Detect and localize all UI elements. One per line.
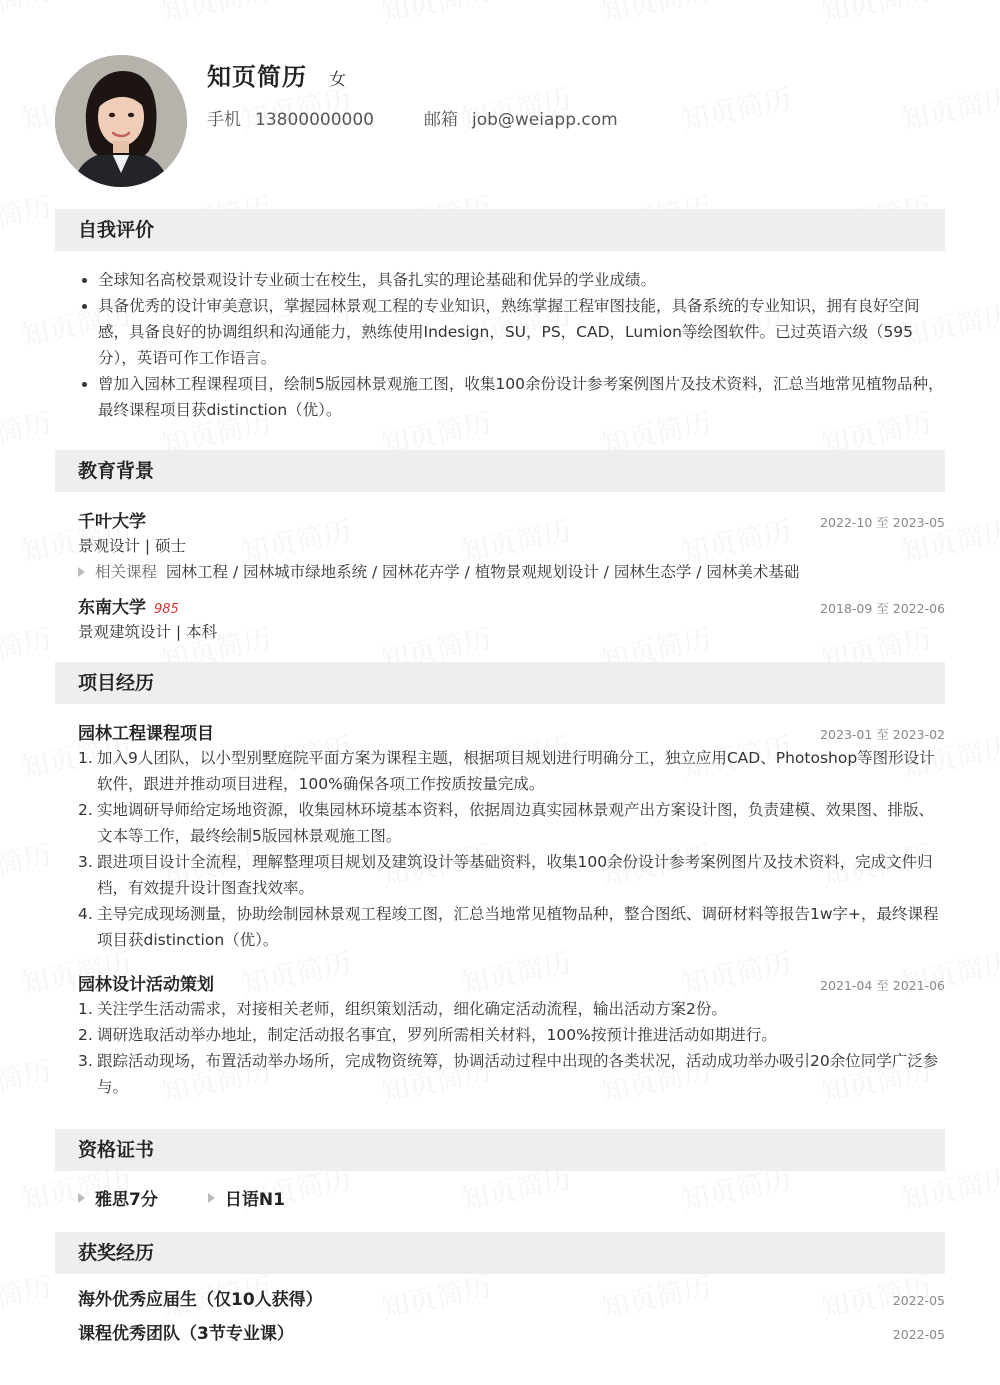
- list-item: 1. 加入9人团队，以小型别墅庭院平面方案为课程主题，根据项目规划进行明确分工，独立应用CAD、Photoshop等图形设计软件，跟进并推动项目进程，100%确保各项工作按质按量完成。: [78, 749, 935, 793]
- list-item: 全球知名高校景观设计专业硕士在校生，具备扎实的理论基础和优异的学业成绩。: [78, 267, 945, 293]
- phone-contact: [207, 105, 374, 130]
- section-title-awards: 获奖经历: [55, 1232, 945, 1274]
- award-item: [78, 1319, 945, 1353]
- school-name-line: [78, 593, 179, 618]
- education-entry-2: [78, 593, 945, 645]
- award-name: 海外优秀应届生（仅10人获得）: [78, 1290, 323, 1310]
- avatar: [55, 55, 187, 187]
- self-evaluation: [78, 267, 945, 423]
- list-item: 3. 跟进项目设计全流程，理解整理项目规划及建筑设计等基础资料，收集100余份设计参考案例图片及技术资料，完成文件归档，有效提升设计图查找效率。: [78, 853, 933, 897]
- list-item: 1. 关注学生活动需求，对接相关老师，组织策划活动，细化确定活动流程，输出活动方案2份。: [78, 1000, 727, 1018]
- courses-label: 相关课程: [95, 563, 158, 581]
- education-major: 景观建筑设计 | 本科: [78, 623, 218, 641]
- project-date: 2023-01 至 2023-02: [820, 727, 945, 742]
- list-item: 曾加入园林工程课程项目，绘制5版园林景观施工图，收集100余份设计参考案例图片及技术资料，汇总当地常见植物品种，最终课程项目获distinction（优）。: [78, 371, 945, 423]
- award-name: 课程优秀团队（3节专业课）: [78, 1324, 294, 1344]
- related-courses: [78, 559, 945, 585]
- list-item: 4. 主导完成现场测量，协助绘制园林景观工程竣工图，汇总当地常见植物品种，整合图纸、调研材料等报告1w字+，最终课程项目获distinction（优）。: [78, 905, 939, 949]
- section-title-self: 自我评价: [55, 209, 945, 251]
- award-date: 2022-05: [892, 1327, 945, 1342]
- award-date: 2022-05: [892, 1293, 945, 1308]
- education-date: 2018-09 至 2022-06: [820, 601, 945, 616]
- project-name: 园林设计活动策划: [78, 975, 214, 995]
- project-entry-1: [78, 719, 945, 953]
- section-title-education: 教育背景: [55, 450, 945, 492]
- triangle-bullet-icon: [78, 1193, 85, 1203]
- school-badge: 985: [154, 602, 179, 617]
- courses-list: 园林工程 / 园林城市绿地系统 / 园林花卉学 / 植物景观规划设计 / 园林生态学 / 园林美术基础: [166, 563, 800, 581]
- project-name: 园林工程课程项目: [78, 724, 214, 744]
- phone-value: 13800000000: [255, 110, 374, 130]
- list-item: 2. 实地调研导师给定场地资源，收集园林环境基本资料，依据周边真实园林景观产出方案设计图，负责建模、效果图、排版、文本等工作，最终绘制5版园林景观施工图。: [78, 801, 935, 845]
- section-title-projects: 项目经历: [55, 662, 945, 704]
- candidate-gender: 女: [329, 70, 346, 90]
- email-label: 邮箱: [423, 110, 458, 130]
- project-date: 2021-04 至 2021-06: [820, 978, 945, 993]
- name-line: [207, 57, 346, 92]
- list-item: 具备优秀的设计审美意识，掌握园林景观工程的专业知识，熟练掌握工程审图技能，具备系统的专业知识，拥有良好空间感，具备良好的协调组织和沟通能力，熟练使用Indesign，SU，PS，CAD，Lumion等绘图软件。已过英语六级（595分），英语可作工作语言。: [78, 293, 945, 371]
- list-item: 2. 调研选取活动举办地址，制定活动报名事宜，罗列所需相关材料，100%按预计推进活动如期进行。: [78, 1026, 777, 1044]
- list-item: 3. 跟踪活动现场，布置活动举办场所，完成物资统筹，协调活动过程中出现的各类状况，活动成功举办吸引20余位同学广泛参与。: [78, 1052, 939, 1096]
- certificate-item: 雅思7分: [78, 1185, 158, 1210]
- education-entry-1: [78, 507, 945, 585]
- resume-header: [55, 55, 945, 187]
- phone-label: 手机: [207, 110, 241, 130]
- email-value: job@weiapp.com: [471, 110, 618, 130]
- award-item: [78, 1285, 945, 1319]
- awards: [78, 1285, 945, 1353]
- certificates: [78, 1185, 945, 1210]
- triangle-bullet-icon: [78, 567, 85, 577]
- avatar-portrait: [55, 55, 187, 187]
- school-name: 东南大学: [78, 598, 146, 618]
- triangle-bullet-icon: [208, 1193, 215, 1203]
- section-title-certs: 资格证书: [55, 1129, 945, 1171]
- education-date: 2022-10 至 2023-05: [820, 515, 945, 530]
- education-major: 景观设计 | 硕士: [78, 537, 187, 555]
- certificate-item: 日语N1: [208, 1185, 285, 1210]
- candidate-name: 知页简历: [207, 63, 307, 91]
- project-entry-2: [78, 970, 945, 1100]
- email-contact: [424, 105, 618, 130]
- contact-line: [207, 105, 668, 130]
- school-name: 千叶大学: [78, 512, 146, 532]
